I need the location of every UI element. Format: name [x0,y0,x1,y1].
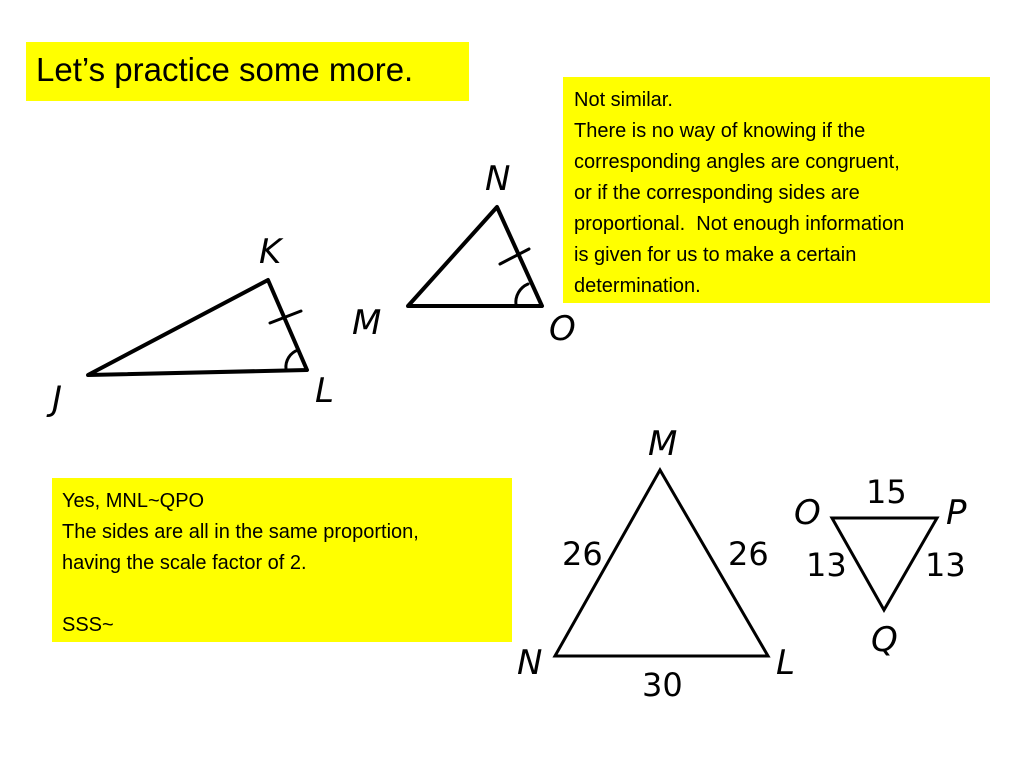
vertex-label-k: K [259,232,282,272]
answer1-line: is given for us to make a certain [574,244,857,266]
congruent-side-tick [500,249,529,264]
triangle-jkl-outline [88,280,307,375]
vertex-label-m: M [648,424,678,464]
slide-title: Let’s practice some more. [36,51,414,88]
vertex-label-o: O [794,493,821,533]
vertex-label-n: N [517,643,543,683]
answer2-line: having the scale factor of 2. [62,552,307,574]
side-length-pq: 13 [925,546,966,584]
vertex-label-o: O [549,309,576,349]
triangle-opq-outline [832,518,937,610]
answer1-line: corresponding angles are congruent, [574,151,900,173]
triangle-opq [832,518,937,610]
side-length-ml: 26 [728,535,769,573]
congruent-angle-arc [516,284,528,305]
vertex-label-j: J [52,379,63,419]
side-length-oq: 13 [806,546,847,584]
vertex-label-m: M [352,303,382,343]
vertex-label-q: Q [871,620,898,660]
answer1-line: There is no way of knowing if the [574,120,866,142]
triangle-jkl [88,280,307,375]
vertex-label-l: L [776,643,795,683]
vertex-label-l: L [315,371,334,411]
answer1-line: determination. [574,275,701,297]
side-length-op: 15 [866,473,907,511]
answer1-line: Not similar. [574,89,673,111]
side-length-nl: 30 [642,666,683,704]
answer2-line: SSS~ [62,614,114,636]
answer2-line: Yes, MNL~QPO [62,490,205,512]
triangle-mno [408,207,542,306]
answer1-line: or if the corresponding sides are [574,182,860,204]
answer1-line: proportional. Not enough information [574,213,905,235]
congruent-angle-arc [286,350,298,369]
vertex-label-n: N [485,159,511,199]
triangle-mno-outline [408,207,542,306]
side-length-mn: 26 [562,535,603,573]
answer2-line: The sides are all in the same proportion, [62,521,419,543]
vertex-label-p: P [946,493,967,533]
